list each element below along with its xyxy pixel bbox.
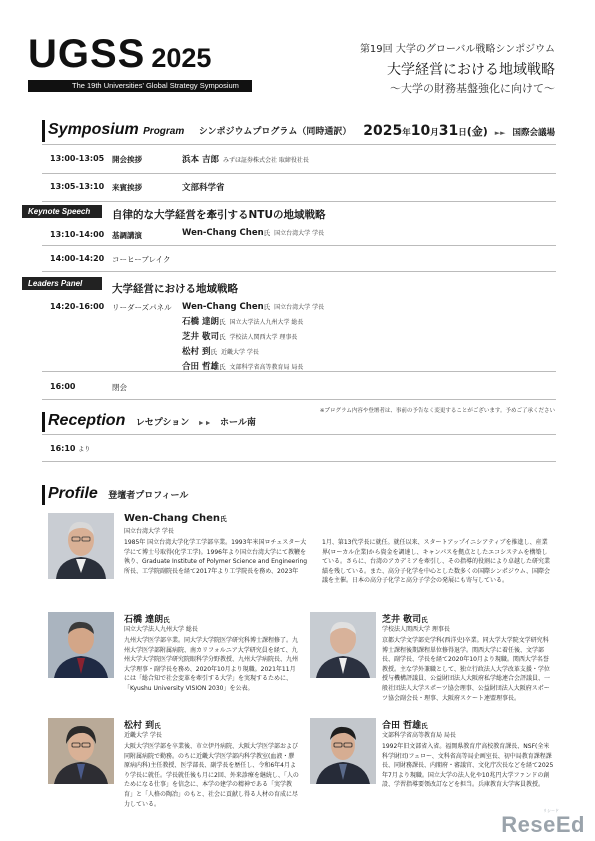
section-bar [42, 120, 45, 142]
program-row: 14:00-14:20 コーヒーブレイク [42, 246, 556, 272]
program-row: 14:20-16:00 リーダーズパネル Wen-Chang Chen氏 国立台湾大学 学長 石橋 達朗氏 国立大学法人九州大学 総長 芝井 敬司氏 学校法人関西大学 理事長 松村 到氏 近畿大学 学長 合田 哲雄氏 文部科学省高等教育局 局長 [42, 296, 556, 372]
logo-subtitle: The 19th Universities' Global Strategy Symposium [28, 80, 252, 92]
arrow-icon: ►► [197, 420, 212, 427]
session-row: 大学経営における地域戦略 [112, 283, 238, 295]
person-affiliation: 文部科学省高等教育局 局長 [382, 732, 456, 739]
program-title: Symposium Program シンポジウムプログラム（同時通訳） [48, 121, 352, 138]
person-name: 石橋 達朗氏 [124, 615, 170, 625]
person-bio: 京都大学文学部史学科(西洋史)卒業。同大学大学院文学研究科博士課程後期課程単位修得退学。関西大学に着任後、文学部長、副学長、学長を経て2020年10月より現職。関西大学名誉教授。主な学外兼職として、独立行政法人大学改革支援・学位授与機構評議員、公益財団法人大阪府私学総連合会評議員、一般社団法人大学スポーツ協会理事、公益財団法人大阪府スポーツ協会副会長・理事、大阪府スケート連盟理事長。 [382, 637, 551, 702]
panelist: 石橋 達朗氏 国立大学法人九州大学 総長 [182, 317, 304, 327]
leaders-tag: Leaders Panel [22, 277, 102, 290]
person-name: 松村 到氏 [124, 721, 161, 731]
profile-title: Profile 登壇者プロフィール [48, 485, 189, 502]
panelist: 松村 到氏 近畿大学 学長 [182, 347, 259, 357]
reception-venue: ホール南 [220, 418, 256, 428]
program-note: ※プログラム内容や登壇者は、事前の予告なく変更することがございます。予めご了承ください [319, 408, 555, 414]
program-row: 13:00-13:05 開会挨拶 浜本 吉郎 みずほ証券株式会社 取締役社長 [42, 146, 556, 174]
person-bio: 1月、第13代学長に就任。就任以来、スタートアップイニシアティブを推進し、産業界(ローカル企業)から資金を調達し、キャンパスを拠点としたエコシステムを構築している。さらに、台湾のアカデミアを牽引し、その指導的役割により卓越した研究業績を残している。また、高分子化学を中心とした数多くの国際シンポジウム、国際会議を主催。日本の高分子化学と高分子学会の発展にも寄与している。 [322, 539, 550, 585]
person-affiliation: 近畿大学 学長 [124, 732, 162, 739]
program-row: 13:10-14:00 基調講演 Wen-Chang Chen氏 国立台湾大学 学長 [42, 224, 556, 246]
person-bio: 1985年 国立台湾大学化学工学部卒業。1993年米国ロチェスター大学にて博士号取得(化学工学)。1996年より国立台湾大学にて教鞭を執り、Graduate Institute of Polymer Science and Engineering所長、工学院副院長を経て2017年より工学院長を務め、2023年 [124, 539, 308, 575]
portrait-photo [48, 612, 114, 678]
logo [28, 34, 211, 74]
divider [42, 434, 556, 435]
portrait-photo [310, 718, 376, 784]
venue: 国際会議場 [512, 128, 555, 138]
person-bio: 九州大学医学部卒業。同大学大学院医学研究科博士課程修了。九州大学医学部附属病院、南カリフォルニア大学研究員を経て、九州大学大学院医学研究院眼科学分野教授、九州大学病院長、九州大学理事・副学長を務め、2020年10月より現職。2021年11月には「総合知で社会変革を牽引する大学」を実現するために、「Kyushu University VISION 2030」を公表。 [124, 637, 299, 692]
main-title: 大学経営における地域戦略 [387, 62, 555, 78]
event-date: 2025年10月31日(金) ►► 国際会議場 [363, 123, 555, 139]
logo-year: 2025 [151, 43, 212, 73]
portrait-photo [48, 513, 114, 579]
reception-title: Reception レセプション ►► ホール南 [48, 412, 256, 429]
panelist: 合田 哲雄氏 文部科学省高等教育局 局長 [182, 362, 304, 372]
panel-list [182, 300, 324, 375]
person-bio: 1992年旧文部省入省。福岡県教育庁高校教育課長、NSF(全米科学財団)フェロー、文科省高等局企画室長、初中局教育課程課長、同財務課長、内閣府・審議官、文化庁次長などを経て2025年7月より現職。国立大学の法人化や10兆円大学ファンドの創設、学習指導要領改訂などを担当。兵庫教育大学客員教授。 [382, 743, 554, 789]
panelist: 芝井 敬司氏 学校法人関西大学 理事長 [182, 332, 298, 342]
person-name: Wen-Chang Chen氏 [124, 513, 227, 524]
logo-text: UGSS [28, 32, 146, 76]
brand-logo: ReseEd [501, 812, 585, 837]
edition-line: 第19回 大学のグローバル戦略シンポジウム [359, 44, 555, 55]
session-row: 自律的な大学経営を牽引するNTUの地域戦略 [112, 209, 326, 221]
program-title-jp: シンポジウムプログラム（同時通訳） [198, 127, 352, 137]
portrait-photo [310, 612, 376, 678]
person-name: 合田 哲雄氏 [382, 721, 428, 731]
divider [42, 144, 556, 145]
section-bar [42, 485, 45, 505]
panelist: Wen-Chang Chen氏 国立台湾大学 学長 [182, 302, 325, 312]
reception-row: 16:10 より [42, 436, 556, 462]
person-affiliation: 学校法人関西大学 理事長 [382, 626, 450, 633]
person-name: 芝井 敬司氏 [382, 615, 428, 625]
person-bio: 大阪大学医学部を卒業後、市立伊丹病院、大阪大学医学部および同附属病院で勤務。のちに近畿大学医学部内科学教室(血液・膠原病内科)主任教授、医学部長、副学長を歴任し、令和6年4月より学長に就任。学長就任後も月に2回、外来診療を継続し、「人のためになる仕事」を信念に、本学の建学の精神である「実学教育」と「人格の陶冶」のもと、社会に貢献し得る人材の育成に尽力している。 [124, 743, 299, 808]
person-affiliation: 国立大学法人九州大学 総長 [124, 626, 198, 633]
program-row: 13:05-13:10 来賓挨拶 文部科学省 [42, 174, 556, 202]
person-affiliation: 国立台湾大学 学長 [124, 528, 174, 535]
arrow-icon: ►► [494, 129, 506, 137]
header-titles [360, 40, 555, 96]
program-row: 16:00 閉会 [42, 372, 556, 400]
section-bar [42, 412, 45, 432]
sub-title: 〜大学の財務基盤強化に向けて〜 [390, 82, 555, 95]
keynote-tag: Keynote Speech [22, 205, 102, 218]
brand-reading: リシード [543, 808, 559, 813]
portrait-photo [48, 718, 114, 784]
